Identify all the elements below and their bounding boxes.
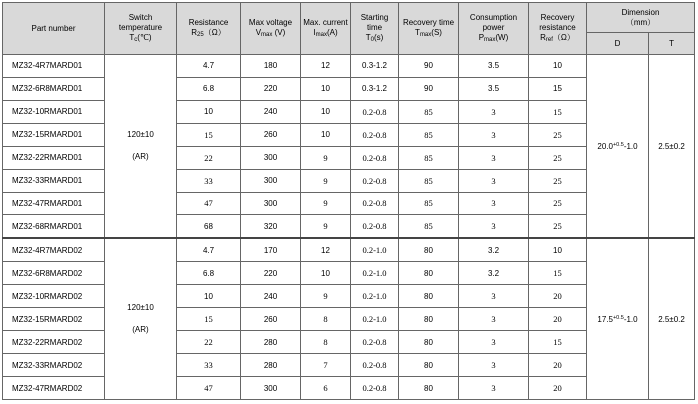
max-voltage-cell: 300 <box>241 192 301 215</box>
starting-time-cell: 0.3-1.2 <box>351 77 399 100</box>
header-dimension: Dimension （mm） <box>587 3 695 33</box>
consumption-power-cell: 3 <box>459 146 529 169</box>
recovery-time-cell: 90 <box>399 77 459 100</box>
resistance-cell: 22 <box>177 146 241 169</box>
recovery-time-cell: 80 <box>399 262 459 285</box>
starting-time-cell: 0.2-1.0 <box>351 285 399 308</box>
header-consumption-power: Consumption power Pmax(W) <box>459 3 529 55</box>
resistance-cell: 4.7 <box>177 55 241 78</box>
part-number-cell: MZ32-15RMARD01 <box>3 123 105 146</box>
max-current-cell: 8 <box>301 331 351 354</box>
header-resistance: Resistance R25（Ω） <box>177 3 241 55</box>
header-recovery-time: Recovery time Tmax(S) <box>399 3 459 55</box>
dimension-d-upper-tolerance: +0.5 <box>612 314 624 321</box>
max-voltage-cell: 300 <box>241 377 301 400</box>
part-number-cell: MZ32-33RMARD01 <box>3 169 105 192</box>
starting-time-cell: 0.2-0.8 <box>351 123 399 146</box>
resistance-cell: 47 <box>177 192 241 215</box>
consumption-power-cell: 3 <box>459 192 529 215</box>
recovery-resistance-cell: 20 <box>529 354 587 377</box>
resistance-cell: 10 <box>177 100 241 123</box>
table-row <box>3 238 695 261</box>
resistance-cell: 6.8 <box>177 77 241 100</box>
max-current-cell: 12 <box>301 55 351 78</box>
max-voltage-cell: 300 <box>241 146 301 169</box>
starting-time-cell: 0.2-0.8 <box>351 169 399 192</box>
max-voltage-cell: 220 <box>241 77 301 100</box>
switch-temperature-value: 120±10 <box>127 130 154 140</box>
header-part-number: Part number <box>3 3 105 55</box>
part-number-cell: MZ32-4R7MARD01 <box>3 55 105 78</box>
starting-time-cell: 0.2-0.8 <box>351 215 399 238</box>
consumption-power-cell: 3 <box>459 308 529 331</box>
max-current-cell: 6 <box>301 377 351 400</box>
recovery-time-cell: 80 <box>399 354 459 377</box>
part-number-cell: MZ32-15RMARD02 <box>3 308 105 331</box>
recovery-time-cell: 80 <box>399 331 459 354</box>
max-voltage-cell: 240 <box>241 100 301 123</box>
recovery-resistance-cell: 25 <box>529 192 587 215</box>
recovery-resistance-cell: 15 <box>529 77 587 100</box>
switch-temperature-note: (AR) <box>132 152 149 162</box>
resistance-cell: 22 <box>177 331 241 354</box>
consumption-power-cell: 3 <box>459 285 529 308</box>
consumption-power-cell: 3 <box>459 169 529 192</box>
recovery-time-cell: 80 <box>399 285 459 308</box>
dimension-t-cell: 2.5±0.2 <box>649 55 695 239</box>
max-voltage-cell: 260 <box>241 123 301 146</box>
max-voltage-cell: 260 <box>241 308 301 331</box>
recovery-resistance-cell: 20 <box>529 308 587 331</box>
consumption-power-cell: 3 <box>459 100 529 123</box>
resistance-cell: 6.8 <box>177 262 241 285</box>
resistance-cell: 15 <box>177 123 241 146</box>
recovery-resistance-cell: 10 <box>529 55 587 78</box>
max-voltage-cell: 170 <box>241 238 301 261</box>
max-voltage-cell: 300 <box>241 169 301 192</box>
starting-time-cell: 0.2-0.8 <box>351 354 399 377</box>
resistance-cell: 47 <box>177 377 241 400</box>
part-number-cell: MZ32-22RMARD01 <box>3 146 105 169</box>
recovery-time-cell: 85 <box>399 146 459 169</box>
table-body <box>3 55 695 400</box>
consumption-power-cell: 3 <box>459 123 529 146</box>
spec-table <box>2 2 695 400</box>
max-voltage-cell: 280 <box>241 354 301 377</box>
max-current-cell: 8 <box>301 308 351 331</box>
consumption-power-cell: 3 <box>459 215 529 238</box>
starting-time-cell: 0.3-1.2 <box>351 55 399 78</box>
header-dim-d: D <box>587 33 649 55</box>
recovery-resistance-cell: 20 <box>529 377 587 400</box>
recovery-resistance-cell: 25 <box>529 146 587 169</box>
max-current-cell: 7 <box>301 354 351 377</box>
dimension-d-cell <box>587 238 649 399</box>
recovery-resistance-cell: 20 <box>529 285 587 308</box>
dimension-d-upper-tolerance: +0.5 <box>612 141 624 148</box>
recovery-time-cell: 85 <box>399 192 459 215</box>
recovery-resistance-cell: 15 <box>529 100 587 123</box>
recovery-time-cell: 90 <box>399 55 459 78</box>
switch-temperature-cell <box>105 55 177 239</box>
recovery-resistance-cell: 25 <box>529 169 587 192</box>
max-current-cell: 9 <box>301 215 351 238</box>
starting-time-cell: 0.2-0.8 <box>351 146 399 169</box>
max-voltage-cell: 320 <box>241 215 301 238</box>
max-current-cell: 10 <box>301 100 351 123</box>
dimension-d-cell <box>587 55 649 239</box>
recovery-time-cell: 85 <box>399 215 459 238</box>
recovery-resistance-cell: 15 <box>529 262 587 285</box>
max-current-cell: 9 <box>301 192 351 215</box>
part-number-cell: MZ32-47RMARD01 <box>3 192 105 215</box>
resistance-cell: 4.7 <box>177 238 241 261</box>
recovery-resistance-cell: 10 <box>529 238 587 261</box>
header-row <box>3 3 695 33</box>
part-number-cell: MZ32-10RMARD02 <box>3 285 105 308</box>
recovery-resistance-cell: 15 <box>529 331 587 354</box>
starting-time-cell: 0.2-1.0 <box>351 308 399 331</box>
switch-temperature-value: 120±10 <box>127 303 154 313</box>
max-current-cell: 10 <box>301 262 351 285</box>
starting-time-cell: 0.2-0.8 <box>351 192 399 215</box>
resistance-cell: 33 <box>177 354 241 377</box>
recovery-resistance-cell: 25 <box>529 215 587 238</box>
header-dim-t: T <box>649 33 695 55</box>
recovery-time-cell: 80 <box>399 238 459 261</box>
part-number-cell: MZ32-68RMARD01 <box>3 215 105 238</box>
part-number-cell: MZ32-6R8MARD02 <box>3 262 105 285</box>
resistance-cell: 15 <box>177 308 241 331</box>
header-max-voltage: Max voltage Vmax (V) <box>241 3 301 55</box>
max-voltage-cell: 180 <box>241 55 301 78</box>
dimension-d-lower-tolerance: -1.0 <box>623 314 638 324</box>
dimension-d-base: 17.5 <box>597 314 613 324</box>
part-number-cell: MZ32-4R7MARD02 <box>3 238 105 261</box>
starting-time-cell: 0.2-0.8 <box>351 331 399 354</box>
max-voltage-cell: 280 <box>241 331 301 354</box>
starting-time-cell: 0.2-0.8 <box>351 377 399 400</box>
header-max-current: Max. current Imax(A) <box>301 3 351 55</box>
consumption-power-cell: 3.2 <box>459 238 529 261</box>
max-current-cell: 9 <box>301 285 351 308</box>
table-row <box>3 55 695 78</box>
part-number-cell: MZ32-47RMARD02 <box>3 377 105 400</box>
starting-time-cell: 0.2-1.0 <box>351 238 399 261</box>
consumption-power-cell: 3 <box>459 354 529 377</box>
recovery-time-cell: 80 <box>399 377 459 400</box>
starting-time-cell: 0.2-0.8 <box>351 100 399 123</box>
recovery-time-cell: 85 <box>399 100 459 123</box>
max-current-cell: 12 <box>301 238 351 261</box>
consumption-power-cell: 3.2 <box>459 262 529 285</box>
resistance-cell: 68 <box>177 215 241 238</box>
part-number-cell: MZ32-22RMARD02 <box>3 331 105 354</box>
max-current-cell: 9 <box>301 169 351 192</box>
dimension-d-base: 20.0 <box>597 141 613 151</box>
part-number-cell: MZ32-10RMARD01 <box>3 100 105 123</box>
header-recovery-resistance: Recovery resistance Rref（Ω） <box>529 3 587 55</box>
max-current-cell: 9 <box>301 146 351 169</box>
max-voltage-cell: 220 <box>241 262 301 285</box>
consumption-power-cell: 3.5 <box>459 77 529 100</box>
header-switch-temperature: Switch temperature Tc(℃) <box>105 3 177 55</box>
max-current-cell: 10 <box>301 77 351 100</box>
max-current-cell: 10 <box>301 123 351 146</box>
recovery-resistance-cell: 25 <box>529 123 587 146</box>
part-number-cell: MZ32-6R8MARD01 <box>3 77 105 100</box>
part-number-cell: MZ32-33RMARD02 <box>3 354 105 377</box>
dimension-t-cell: 2.5±0.2 <box>649 238 695 399</box>
recovery-time-cell: 85 <box>399 169 459 192</box>
dimension-d-lower-tolerance: -1.0 <box>623 141 638 151</box>
consumption-power-cell: 3.5 <box>459 55 529 78</box>
switch-temperature-cell <box>105 238 177 399</box>
consumption-power-cell: 3 <box>459 331 529 354</box>
resistance-cell: 10 <box>177 285 241 308</box>
recovery-time-cell: 80 <box>399 308 459 331</box>
starting-time-cell: 0.2-1.0 <box>351 262 399 285</box>
header-starting-time: Starting time T0(s) <box>351 3 399 55</box>
resistance-cell: 33 <box>177 169 241 192</box>
switch-temperature-note: (AR) <box>132 325 149 335</box>
max-voltage-cell: 240 <box>241 285 301 308</box>
recovery-time-cell: 85 <box>399 123 459 146</box>
consumption-power-cell: 3 <box>459 377 529 400</box>
